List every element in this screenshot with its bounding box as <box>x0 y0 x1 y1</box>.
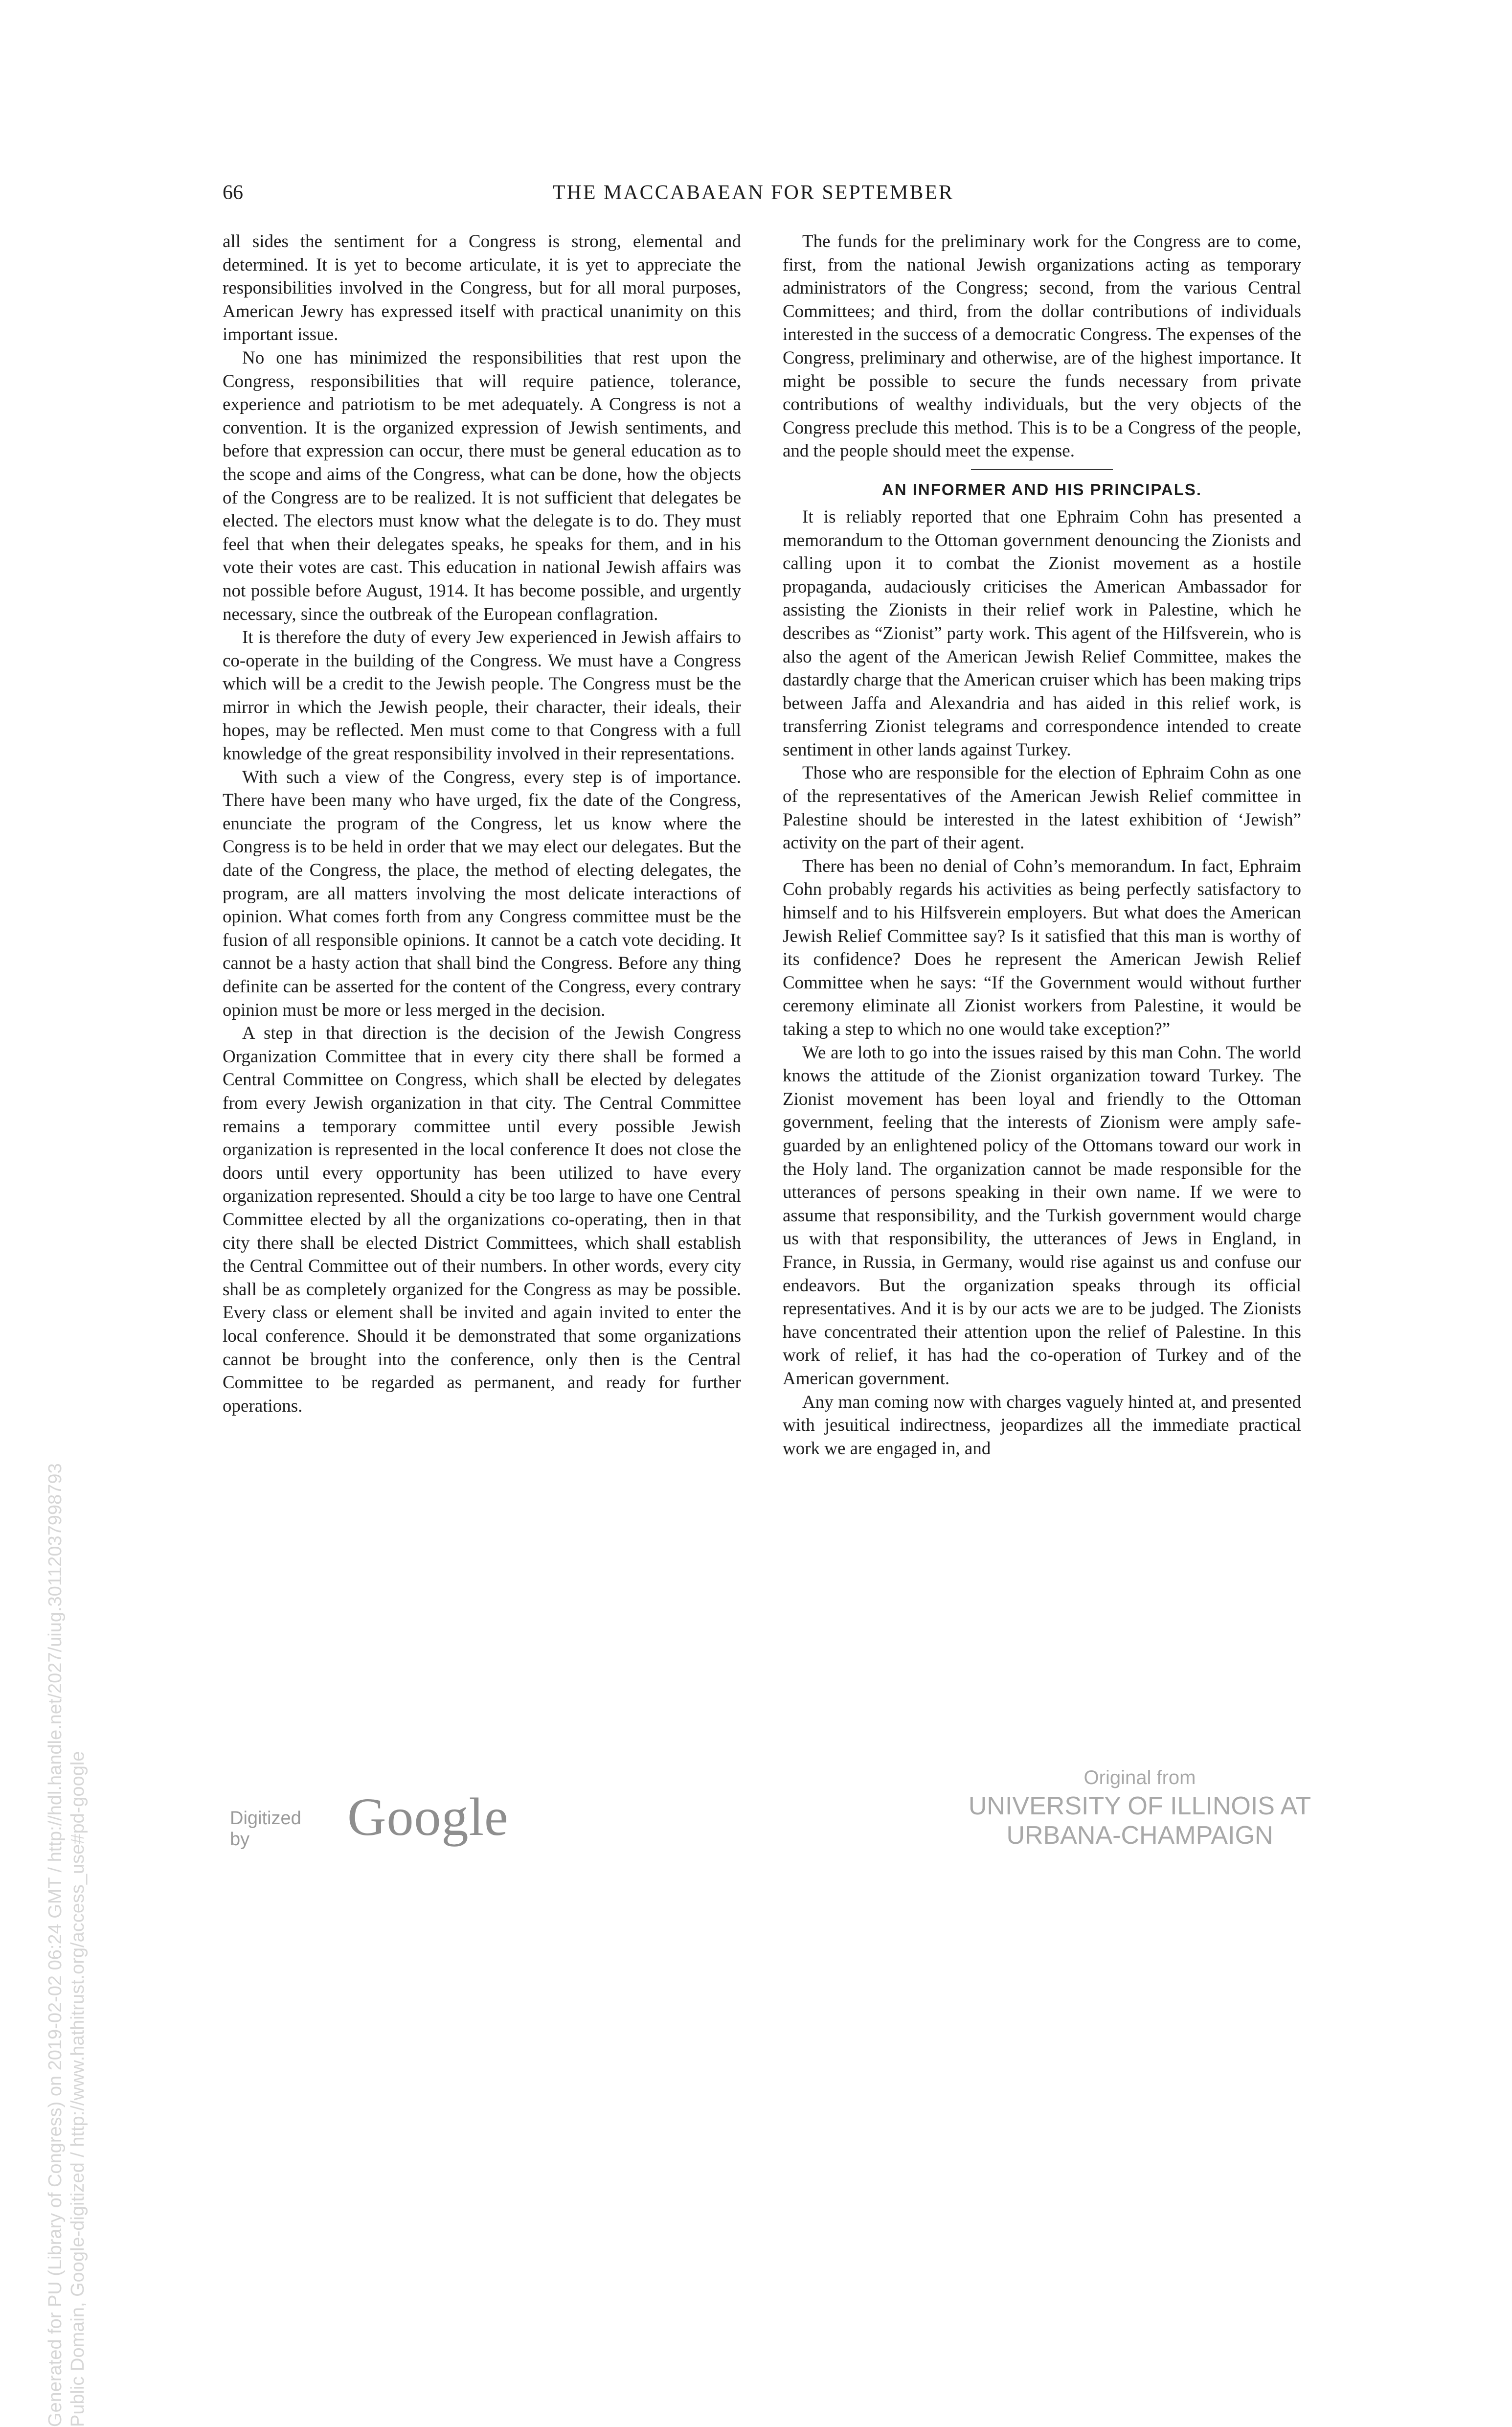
body-paragraph: With such a view of the Congress, every step is of importance. There have been many who have urged, fix the date of the Congress, enunciate the program of the Congress, let us know where the Congress is to be held in order that we may elect our delegates. But the date of the Congress, the place, the method of electing delegates, the program, are all matters involving the most delicate interactions of opinion. What comes forth from any Congress committee must be the fusion of all responsible opinions. It cannot be a catch vote deciding. It cannot be a hasty action that shall bind the Congress. Before any thing definite can be asserted for the content of the Congress, every contrary opinion must be more or less merged in the decision. <box>223 767 741 1020</box>
watermark-line: Public Domain, Google-digitized / http://www.hathitrust.org/access_use#pd-google <box>68 1751 88 2427</box>
watermark-line: Generated for PU (Library of Congress) on 2019-02-02 06:24 GMT / http://hdl.handle.net/2027/uiug.30112037998793 <box>45 1463 66 2427</box>
body-paragraph: Any man coming now with charges vaguely hinted at, and presented with jesuitical indirectness, jeopardizes all the immediate practical work we are engaged in, and <box>783 1392 1301 1459</box>
page-number: 66 <box>223 182 243 204</box>
body-paragraph: It is reliably reported that one Ephraim Cohn has presented a memorandum to the Ottoman government denouncing the Zionists and calling upon it to combat the Zionist movement as a hostile propaganda, audaciously criticises the American Ambassador for assisting the Zionists in their relief work in Palestine, which he describes as “Zionist” party work. This agent of the Hilfsverein, who is also the agent of the American Jewish Relief Committee, makes the dastardly charge that the American cruiser which has been making trips between Jaffa and Alexandria and has aided in this relief work, is transferring Zionist telegrams and correspondence intended to create sentiment in other lands against Turkey. <box>783 506 1301 760</box>
original-from-label: Original from <box>1083 1767 1196 1788</box>
section-divider <box>971 469 1113 470</box>
left-column <box>223 230 741 1418</box>
body-paragraph: There has been no denial of Cohn’s memorandum. In fact, Ephraim Cohn probably regards his activities as being perfectly satisfactory to himself and to his Hilfsverein employers. But what does the American Jewish Relief Committee say? Is it satisfied that this man is worthy of its confidence? Does he represent the American Jewish Relief Committee when he says: “If the Government would without further ceremony eliminate all Zionist workers from Palestine, it would be taking a step to which no one would take exception?” <box>783 856 1301 1039</box>
body-paragraph: The funds for the preliminary work for the Congress are to come, first, from the national Jewish organizations acting as temporary administrators of the Congress; second, from the various Central Committees; and third, from the dollar contributions of individuals interested in the success of a democratic Congress. The expenses of the Congress, preliminary and otherwise, are of the highest importance. It might be possible to secure the funds necessary from private contributions of wealthy individuals, but the very objects of the Congress preclude this method. This is to be a Congress of the people, and the people should meet the expense. <box>783 231 1301 461</box>
digitized-by-label: Digitized by <box>230 1808 301 1850</box>
body-paragraph: It is therefore the duty of every Jew experienced in Jewish affairs to co-operate in the building of the Congress. We must have a Congress which will be a credit to the Jewish people. The Congress must be the mirror in which the Jewish people, their character, their ideals, their hopes, may be reflected. Men must come to that Congress with a full knowledge of the great responsibility involved in their representations. <box>223 627 741 764</box>
running-title: THE MACCABAEAN FOR SEPTEMBER <box>552 182 954 204</box>
body-paragraph: Those who are responsible for the election of Ephraim Cohn as one of the representatives of the American Jewish Relief committee in Palestine should be interested in the latest exhibition of ‘Jewish” activity on the part of their agent. <box>783 763 1301 853</box>
google-logo: Google <box>347 1787 509 1847</box>
original-source-stamp <box>944 1764 1335 1850</box>
university-name: UNIVERSITY OF ILLINOIS AT <box>968 1792 1311 1820</box>
access-watermark <box>44 1155 103 2427</box>
body-paragraph: We are loth to go into the issues raised by this man Cohn. The world knows the attitude of the Zionist organization toward Turkey. The Zionist movement has been loyal and friendly to the Ottoman government, feeling that the interests of Zionism were amply safe-guarded by an enlightened policy of the Ottomans toward our work in the Holy land. The organization cannot be made responsible for the utterances of persons speaking in their own name. If we were to assume that responsibility, and the Turkish government would charge us with that responsibility, the utterances of Jews in England, in France, in Russia, in Germany, would rise against us and confuse our endeavors. But the organization speaks through its official representatives. And it is by our acts we are to be judged. The Zionists have concentrated their attention upon the relief of Palestine. In this work of relief, it has had the co-operation of Turkey and of the American government. <box>783 1042 1301 1389</box>
body-paragraph: all sides the sentiment for a Congress is strong, elemental and determined. It is yet to become articulate, it is yet to appreciate the responsibilities involved in the Congress, but for all moral purposes, American Jewry has expressed itself with practical unanimity on this important issue. <box>223 231 741 345</box>
body-paragraph: No one has minimized the responsibilities that rest upon the Congress, responsibilities that will require patience, tolerance, experience and patriotism to be met adequately. A Congress is not a convention. It is the organized expression of Jewish sentiments, and before that expression can occur, there must be general education as to the scope and aims of the Congress, what can be done, how the objects of the Congress are to be realized. It is not sufficient that delegates be elected. The electors must know what the delegate is to do. They must feel that when their delegates speaks, he speaks for them, and in his vote their votes are cast. This education in national Jewish affairs was not possible before August, 1914. It has become possible, and urgently necessary, since the outbreak of the European conflagration. <box>223 347 741 624</box>
right-column <box>783 230 1301 1460</box>
university-campus: URBANA-CHAMPAIGN <box>1006 1821 1273 1850</box>
body-paragraph: A step in that direction is the decision of the Jewish Congress Organization Committee that in every city there shall be formed a Central Committee on Congress, which shall be elected by delegates from every Jewish organization in that city. The Central Committee remains a temporary committee until every possible Jewish organization is represented in the local conference It does not close the doors until every opportunity has been utilized to have every organization represented. Should a city be too large to have one Central Committee elected by all the organizations co-operating, then in that city there shall be elected District Committees, which shall establish the Central Committee out of their numbers. In other words, every city shall be as completely organized for the Congress as may be possible. Every class or element shall be invited and again invited to enter the local conference. Should it be demonstrated that some organizations cannot be brought into the conference, only then is the Central Committee to be regarded as permanent, and ready for further operations. <box>223 1023 741 1416</box>
page-header <box>223 181 1284 210</box>
section-heading: AN INFORMER AND HIS PRINCIPALS. <box>881 480 1202 499</box>
